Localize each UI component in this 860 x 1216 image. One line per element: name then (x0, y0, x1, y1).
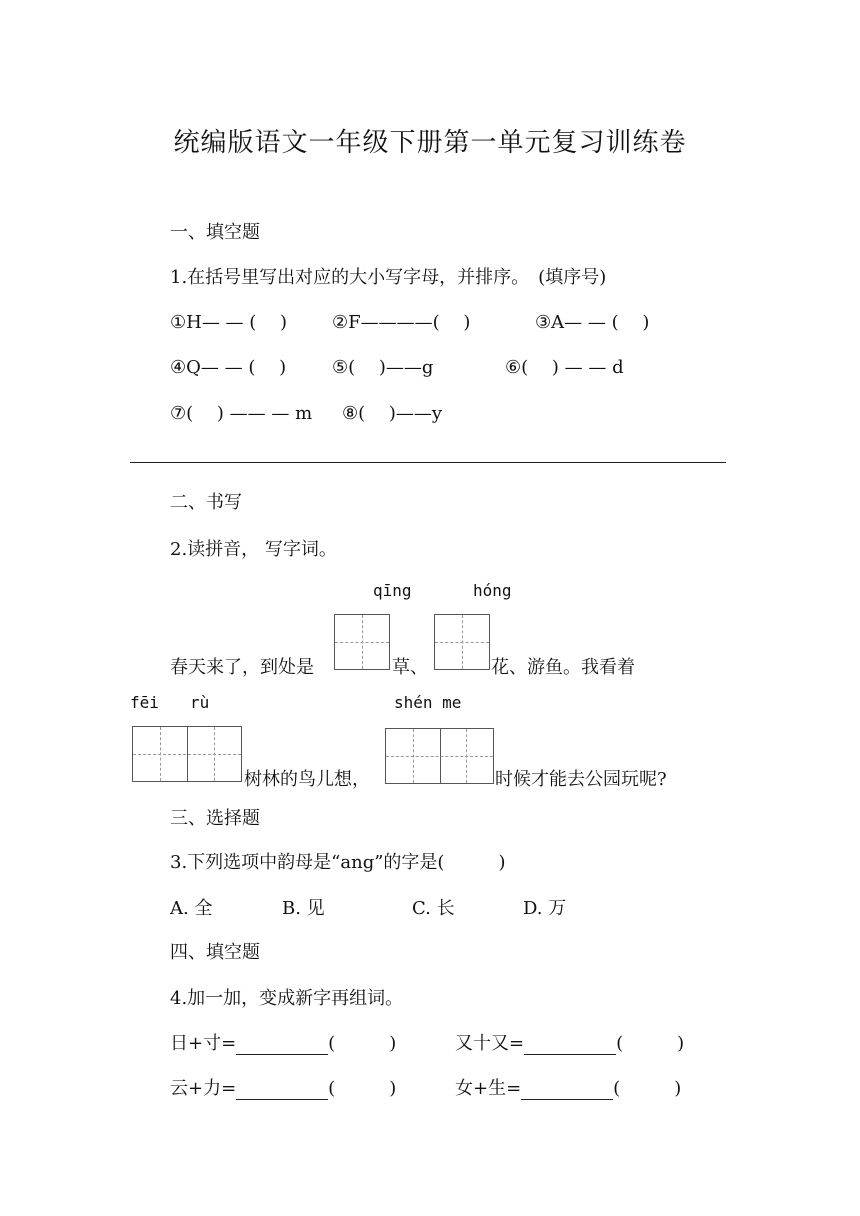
q4-item-2-label: 又十又= (455, 1033, 525, 1054)
q3-option-d[interactable]: D. 万 (523, 898, 567, 919)
answer-blank[interactable] (524, 1036, 616, 1055)
q1-item-6: ⑥( ) — — d (505, 357, 624, 378)
writing-grid-hong[interactable] (434, 614, 490, 670)
pinyin-hong: hóng (473, 581, 512, 600)
q4-item-4-label: 女+生= (455, 1078, 522, 1099)
question-4-stem: 4.加一加，变成新字再组词。 (170, 988, 404, 1009)
pinyin-ru: rù (190, 693, 210, 712)
q4-item-4-paren: ( ) (613, 1078, 682, 1099)
writing-grid-qing[interactable] (334, 614, 390, 670)
question-2-stem: 2.读拼音， 写字词。 (170, 539, 337, 560)
page-title: 统编版语文一年级下册第一单元复习训练卷 (173, 128, 687, 158)
q1-item-8: ⑧( )——y (342, 403, 443, 424)
q2-line1-text-a: 春天来了，到处是 (170, 657, 314, 678)
q1-item-3: ③A— — ( ) (535, 312, 650, 333)
answer-blank[interactable] (236, 1081, 328, 1100)
section-4-heading: 四、填空题 (170, 942, 260, 963)
q4-item-1-label: 日+寸= (170, 1033, 237, 1054)
q3-option-b[interactable]: B. 见 (282, 898, 325, 919)
q4-item-3-paren: ( ) (328, 1078, 397, 1099)
pinyin-fei: fēi (130, 693, 159, 712)
q2-line1-text-c: 花、游鱼。我看着 (491, 657, 635, 678)
writing-grid-shen-me[interactable] (385, 728, 494, 784)
q1-item-1: ①H— — ( ) (170, 312, 288, 333)
q2-line2-text-b: 时候才能去公园玩呢? (495, 769, 667, 790)
q1-item-4: ④Q— — ( ) (170, 357, 287, 378)
q2-line1-text-b: 草、 (392, 657, 428, 678)
q4-item-4 (455, 1074, 681, 1100)
q1-item-7: ⑦( ) —— — m (170, 403, 313, 424)
answer-blank[interactable] (521, 1081, 613, 1100)
answer-blank[interactable] (236, 1036, 328, 1055)
section-1-heading: 一、填空题 (170, 222, 260, 243)
writing-grid-fei-ru[interactable] (132, 726, 242, 782)
section-divider (130, 462, 726, 463)
q2-line2-text-a: 树林的鸟儿想， (244, 769, 370, 790)
pinyin-qing: qīng (373, 581, 412, 600)
q1-item-2: ②F————( ) (332, 312, 471, 333)
q4-item-3-label: 云+力= (170, 1078, 237, 1099)
q4-item-2 (455, 1029, 684, 1055)
q3-option-c[interactable]: C. 长 (412, 898, 455, 919)
q1-item-5: ⑤( )——g (332, 357, 434, 378)
q4-item-1-paren: ( ) (328, 1033, 397, 1054)
q4-item-2-paren: ( ) (616, 1033, 685, 1054)
section-3-heading: 三、选择题 (170, 808, 260, 829)
question-3-stem: 3.下列选项中韵母是“ang”的字是( ) (170, 852, 506, 873)
section-2-heading: 二、书写 (170, 492, 242, 513)
q4-item-1 (170, 1029, 396, 1055)
q3-option-a[interactable]: A. 全 (170, 898, 213, 919)
pinyin-shen-me: shén me (394, 693, 462, 712)
q4-item-3 (170, 1074, 396, 1100)
question-1-stem: 1.在括号里写出对应的大小写字母，并排序。 (填序号) (170, 267, 607, 288)
